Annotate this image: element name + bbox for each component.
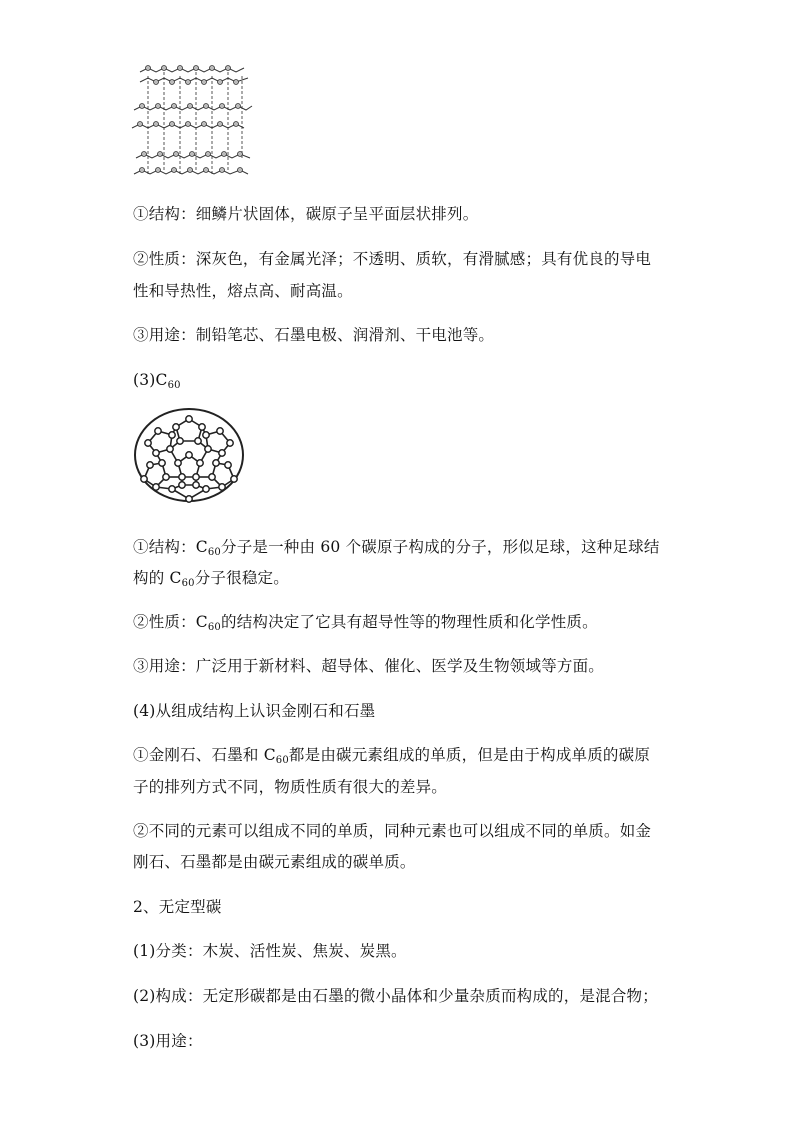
c60-structure-text-2 xyxy=(133,568,289,594)
composition-text-1-suffix: 都是由碳元素组成的单质，但是由于构成单质的碳原 xyxy=(288,746,651,764)
c60-properties-text-subscript: 60 xyxy=(207,622,221,633)
graphite-structure-figure xyxy=(130,58,254,184)
composition-text-3: ②不同的元素可以组成不同的单质，同种元素也可以组成不同的单质。如金 xyxy=(133,822,652,840)
composition-text-1-subscript: 60 xyxy=(275,755,289,766)
c60-structure-text-1-prefix: ①结构：C xyxy=(133,538,208,556)
composition-text-1-prefix: ①金刚石、石墨和 C xyxy=(133,746,276,764)
amorphous-composition-text: (2)构成：无定形碳都是由石墨的微小晶体和少量杂质而构成的，是混合物； xyxy=(133,987,658,1005)
amorphous-carbon-heading: 2、无定型碳 xyxy=(133,898,222,916)
c60-structure-text-2-prefix: 构的 C xyxy=(133,569,182,587)
c60-structure-text-1-suffix: 分子是一种由 60 个碳原子构成的分子，形似足球，这种足球结 xyxy=(221,538,660,556)
composition-text-2: 子的排列方式不同，物质性质有很大的差异。 xyxy=(133,778,448,796)
c60-heading-subscript: 60 xyxy=(167,380,181,391)
c60-heading xyxy=(133,370,181,396)
c60-structure-text-2-subscript: 60 xyxy=(181,578,195,589)
graphite-properties-text-2: 性和导热性，熔点高、耐高温。 xyxy=(133,282,353,300)
c60-uses-text: ③用途：广泛用于新材料、超导体、催化、医学及生物领域等方面。 xyxy=(133,657,605,675)
c60-properties-text xyxy=(133,612,598,638)
c60-molecule-figure xyxy=(132,405,246,505)
graphite-uses-text: ③用途：制铅笔芯、石墨电极、润滑剂、干电池等。 xyxy=(133,326,495,344)
c60-properties-text-prefix: ②性质：C xyxy=(133,613,208,631)
graphite-properties-text-1: ②性质：深灰色，有金属光泽；不透明、质软，有滑腻感；具有优良的导电 xyxy=(133,250,652,268)
composition-text-4: 刚石、石墨都是由碳元素组成的碳单质。 xyxy=(133,853,416,871)
amorphous-uses-text: (3)用途： xyxy=(133,1032,203,1050)
section-4-heading: (4)从组成结构上认识金刚石和石墨 xyxy=(133,702,376,720)
amorphous-classification-text: (1)分类：木炭、活性炭、焦炭、炭黑。 xyxy=(133,942,407,960)
c60-heading-prefix: (3)C xyxy=(133,371,168,389)
c60-properties-text-suffix: 的结构决定了它具有超导性等的物理性质和化学性质。 xyxy=(221,613,598,631)
graphite-structure-text: ①结构：细鳞片状固体，碳原子呈平面层状排列。 xyxy=(133,205,479,223)
c60-structure-text-1 xyxy=(133,537,660,563)
c60-structure-text-2-suffix: 分子很稳定。 xyxy=(194,569,289,587)
c60-structure-text-1-subscript: 60 xyxy=(207,547,221,558)
composition-text-1 xyxy=(133,745,650,771)
